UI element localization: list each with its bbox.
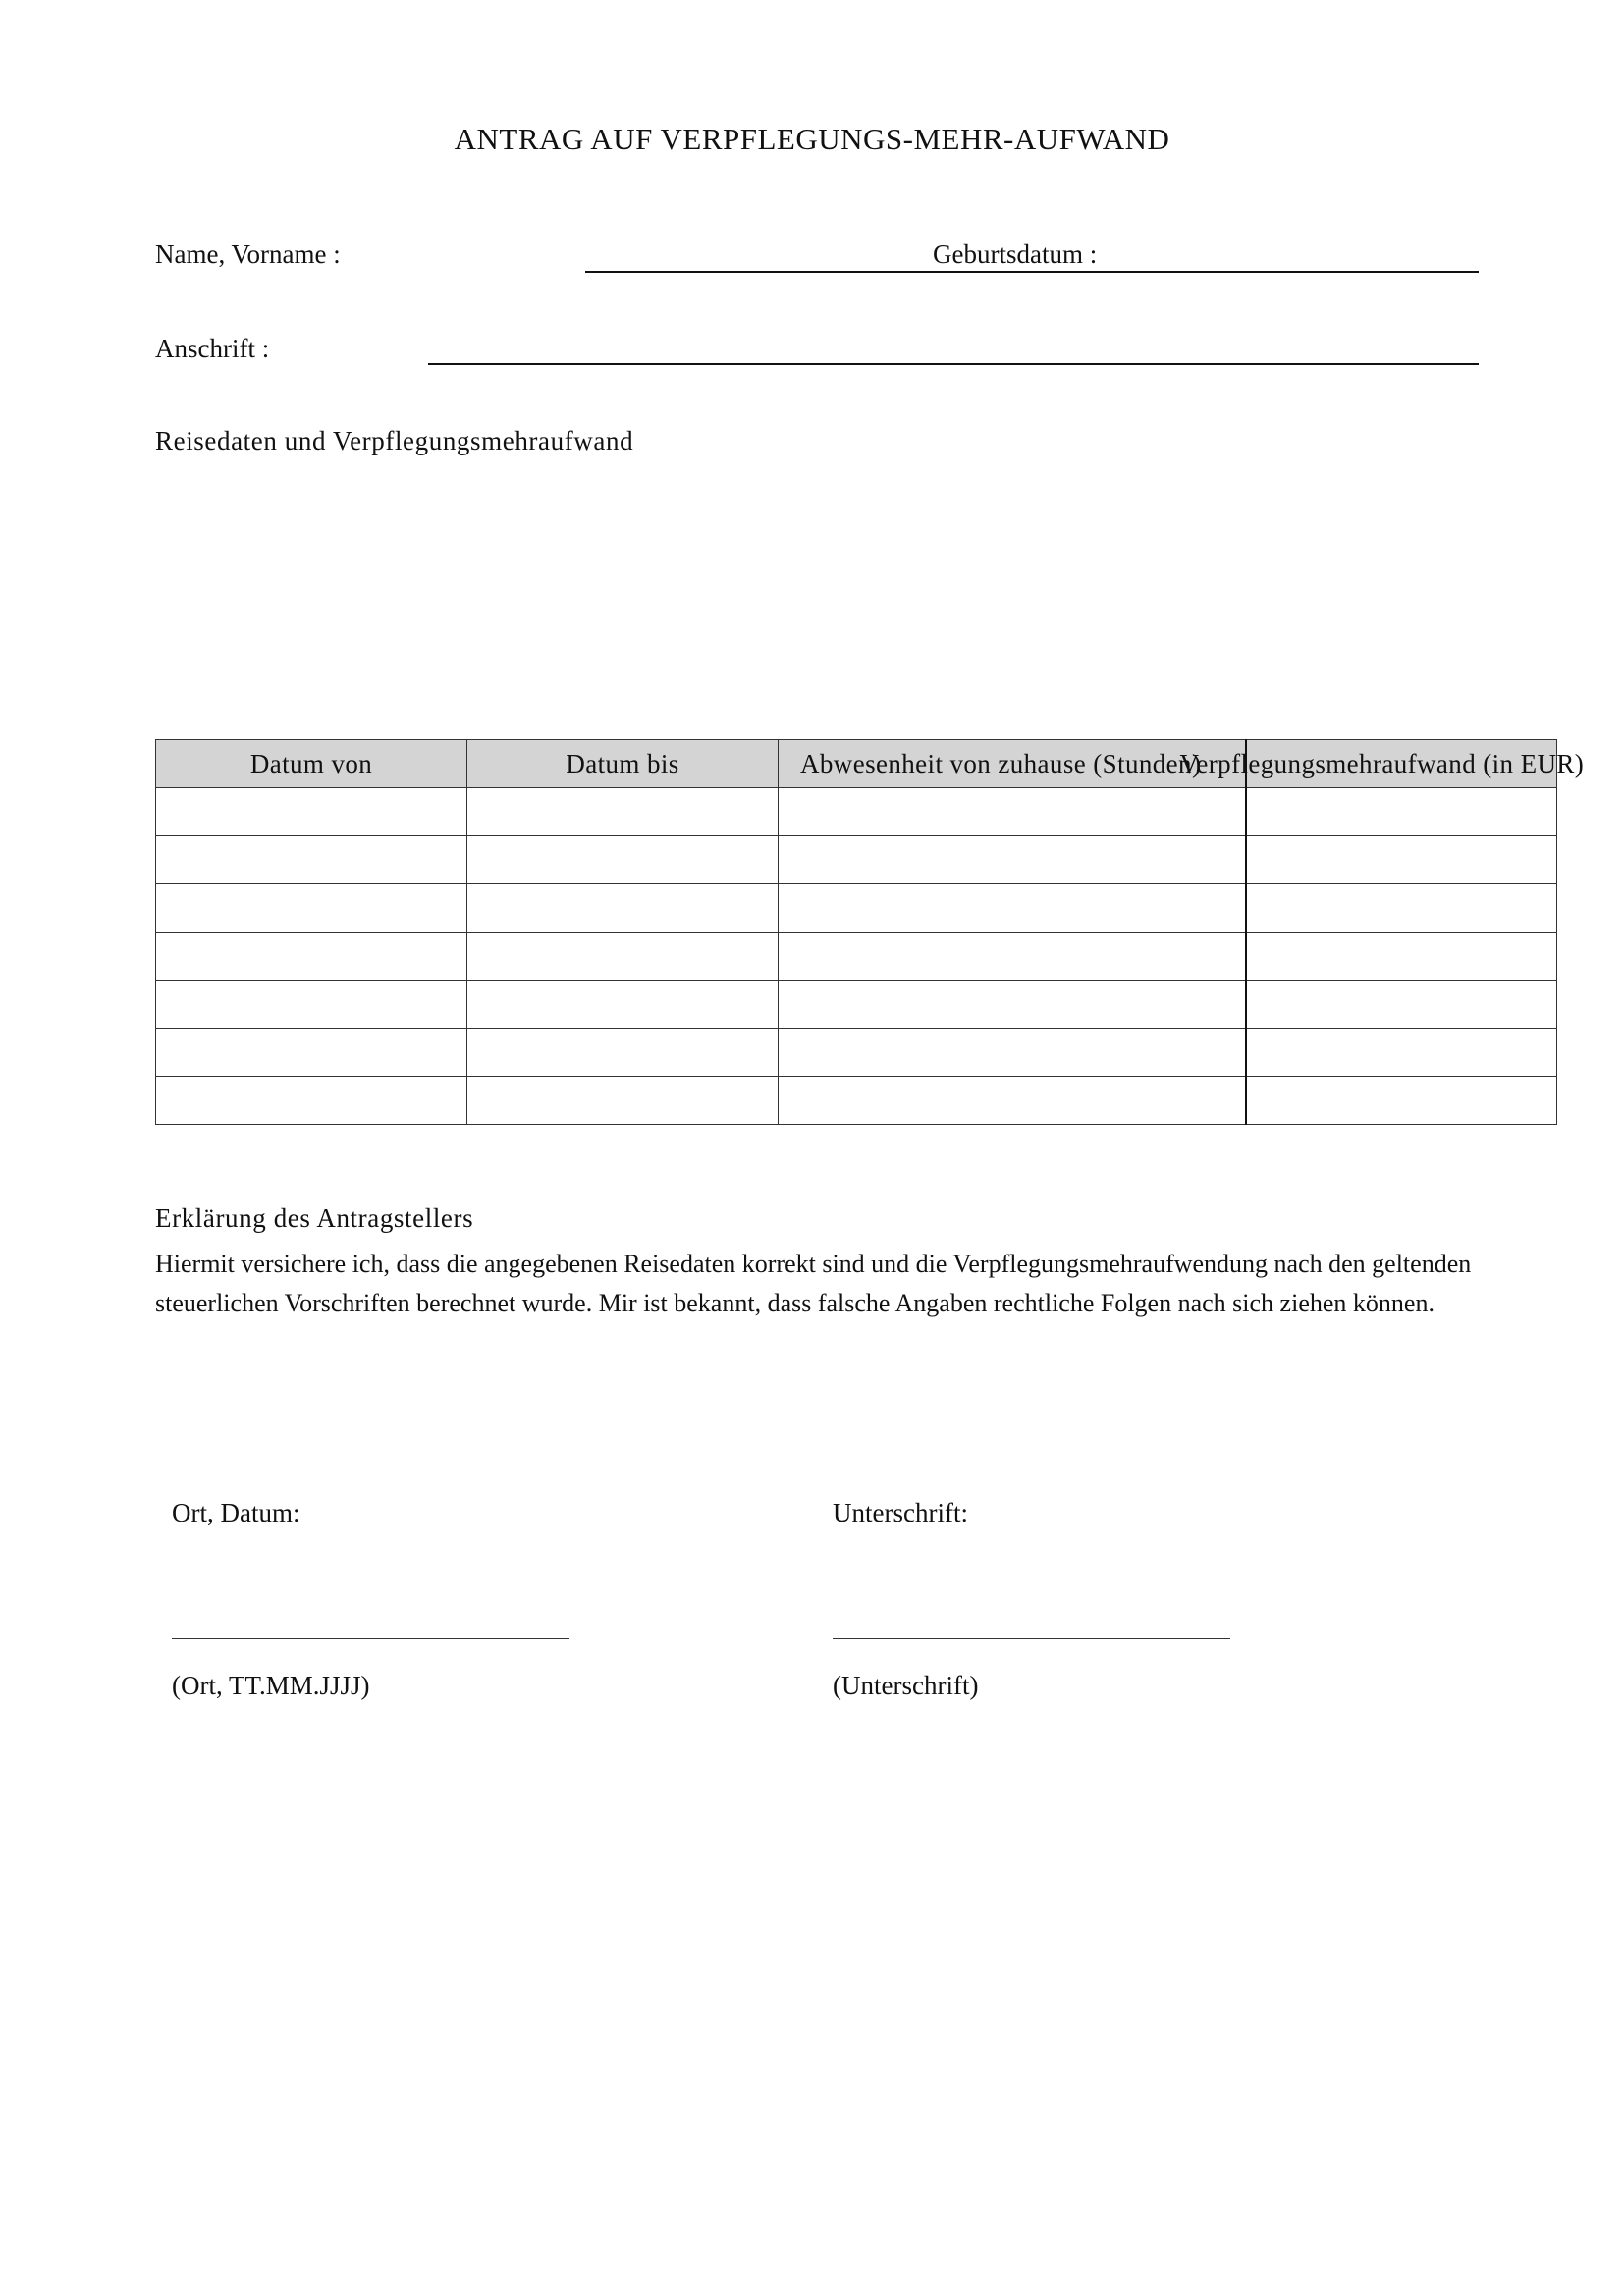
column-header-meal-allowance [1179, 740, 1585, 788]
travel-section-heading: Reisedaten und Verpflegungsmehraufwand [155, 426, 634, 455]
table-cell[interactable] [779, 788, 1246, 836]
name-field-line[interactable] [585, 271, 1479, 273]
signature-hint: (Unterschrift) [833, 1671, 979, 1700]
table-cell[interactable] [156, 788, 467, 836]
document-title: ANTRAG AUF VERPFLEGUNGS-MEHR-AUFWAND [454, 122, 1170, 156]
table-cell[interactable] [467, 836, 779, 884]
address-field-line[interactable] [428, 363, 1479, 365]
table-cell[interactable] [467, 884, 779, 933]
table-cell[interactable] [156, 1077, 467, 1125]
table-header-row [156, 740, 1557, 788]
declaration-heading: Erklärung des Antragstellers [155, 1203, 474, 1233]
table-cell[interactable] [467, 1077, 779, 1125]
signature-line[interactable] [833, 1638, 1230, 1639]
place-date-line[interactable] [172, 1638, 569, 1639]
table-cell[interactable] [156, 836, 467, 884]
table-cell[interactable] [779, 981, 1246, 1029]
declaration-text: Hiermit versichere ich, dass die angegebenen Reisedaten korrekt sind und die Verpflegungsmehraufwendung nach den geltenden steuerlichen Vorschriften berechnet wurde. Mir ist bekannt, dass falsche Angaben rechtliche Folgen nach sich ziehen können. [155, 1250, 1472, 1317]
table-cell[interactable] [779, 933, 1246, 981]
table-row [156, 981, 1557, 1029]
address-label: Anschrift : [155, 334, 270, 363]
table-cell[interactable] [1246, 788, 1557, 836]
signature-label: Unterschrift: [833, 1498, 968, 1527]
table-cell[interactable] [779, 836, 1246, 884]
column-header-absence-hours: Abwesenheit von zuhause (Stunden) [779, 740, 1246, 788]
column-header-date-from: Datum von [156, 740, 467, 788]
table-cell[interactable] [779, 1077, 1246, 1125]
table-cell[interactable] [467, 981, 779, 1029]
table-cell[interactable] [156, 884, 467, 933]
name-label: Name, Vorname : [155, 240, 341, 269]
table-cell[interactable] [156, 1029, 467, 1077]
birth-date-label: Geburtsdatum : [933, 240, 1098, 269]
table-cell[interactable] [1246, 836, 1557, 884]
table-cell[interactable] [467, 933, 779, 981]
table-cell[interactable] [156, 933, 467, 981]
table-row [156, 788, 1557, 836]
table-cell[interactable] [156, 981, 467, 1029]
table-row [156, 1077, 1557, 1125]
table-row [156, 1029, 1557, 1077]
table-row [156, 836, 1557, 884]
table-cell[interactable] [1246, 884, 1557, 933]
travel-table [155, 739, 1585, 1125]
column-header-meal-allowance-text: Verpflegungsmehraufwand (in EUR) [1179, 748, 1585, 778]
table-cell[interactable] [1246, 1029, 1557, 1077]
place-date-hint: (Ort, TT.MM.JJJJ) [172, 1671, 370, 1700]
place-date-label: Ort, Datum: [172, 1498, 300, 1527]
table-cell[interactable] [779, 1029, 1246, 1077]
table-cell[interactable] [1246, 981, 1557, 1029]
column-header-date-to: Datum bis [467, 740, 779, 788]
table-row [156, 884, 1557, 933]
table-cell[interactable] [1246, 933, 1557, 981]
table-row [156, 933, 1557, 981]
table-cell[interactable] [467, 788, 779, 836]
table-cell[interactable] [1246, 1077, 1557, 1125]
table-cell[interactable] [467, 1029, 779, 1077]
table-cell[interactable] [779, 884, 1246, 933]
